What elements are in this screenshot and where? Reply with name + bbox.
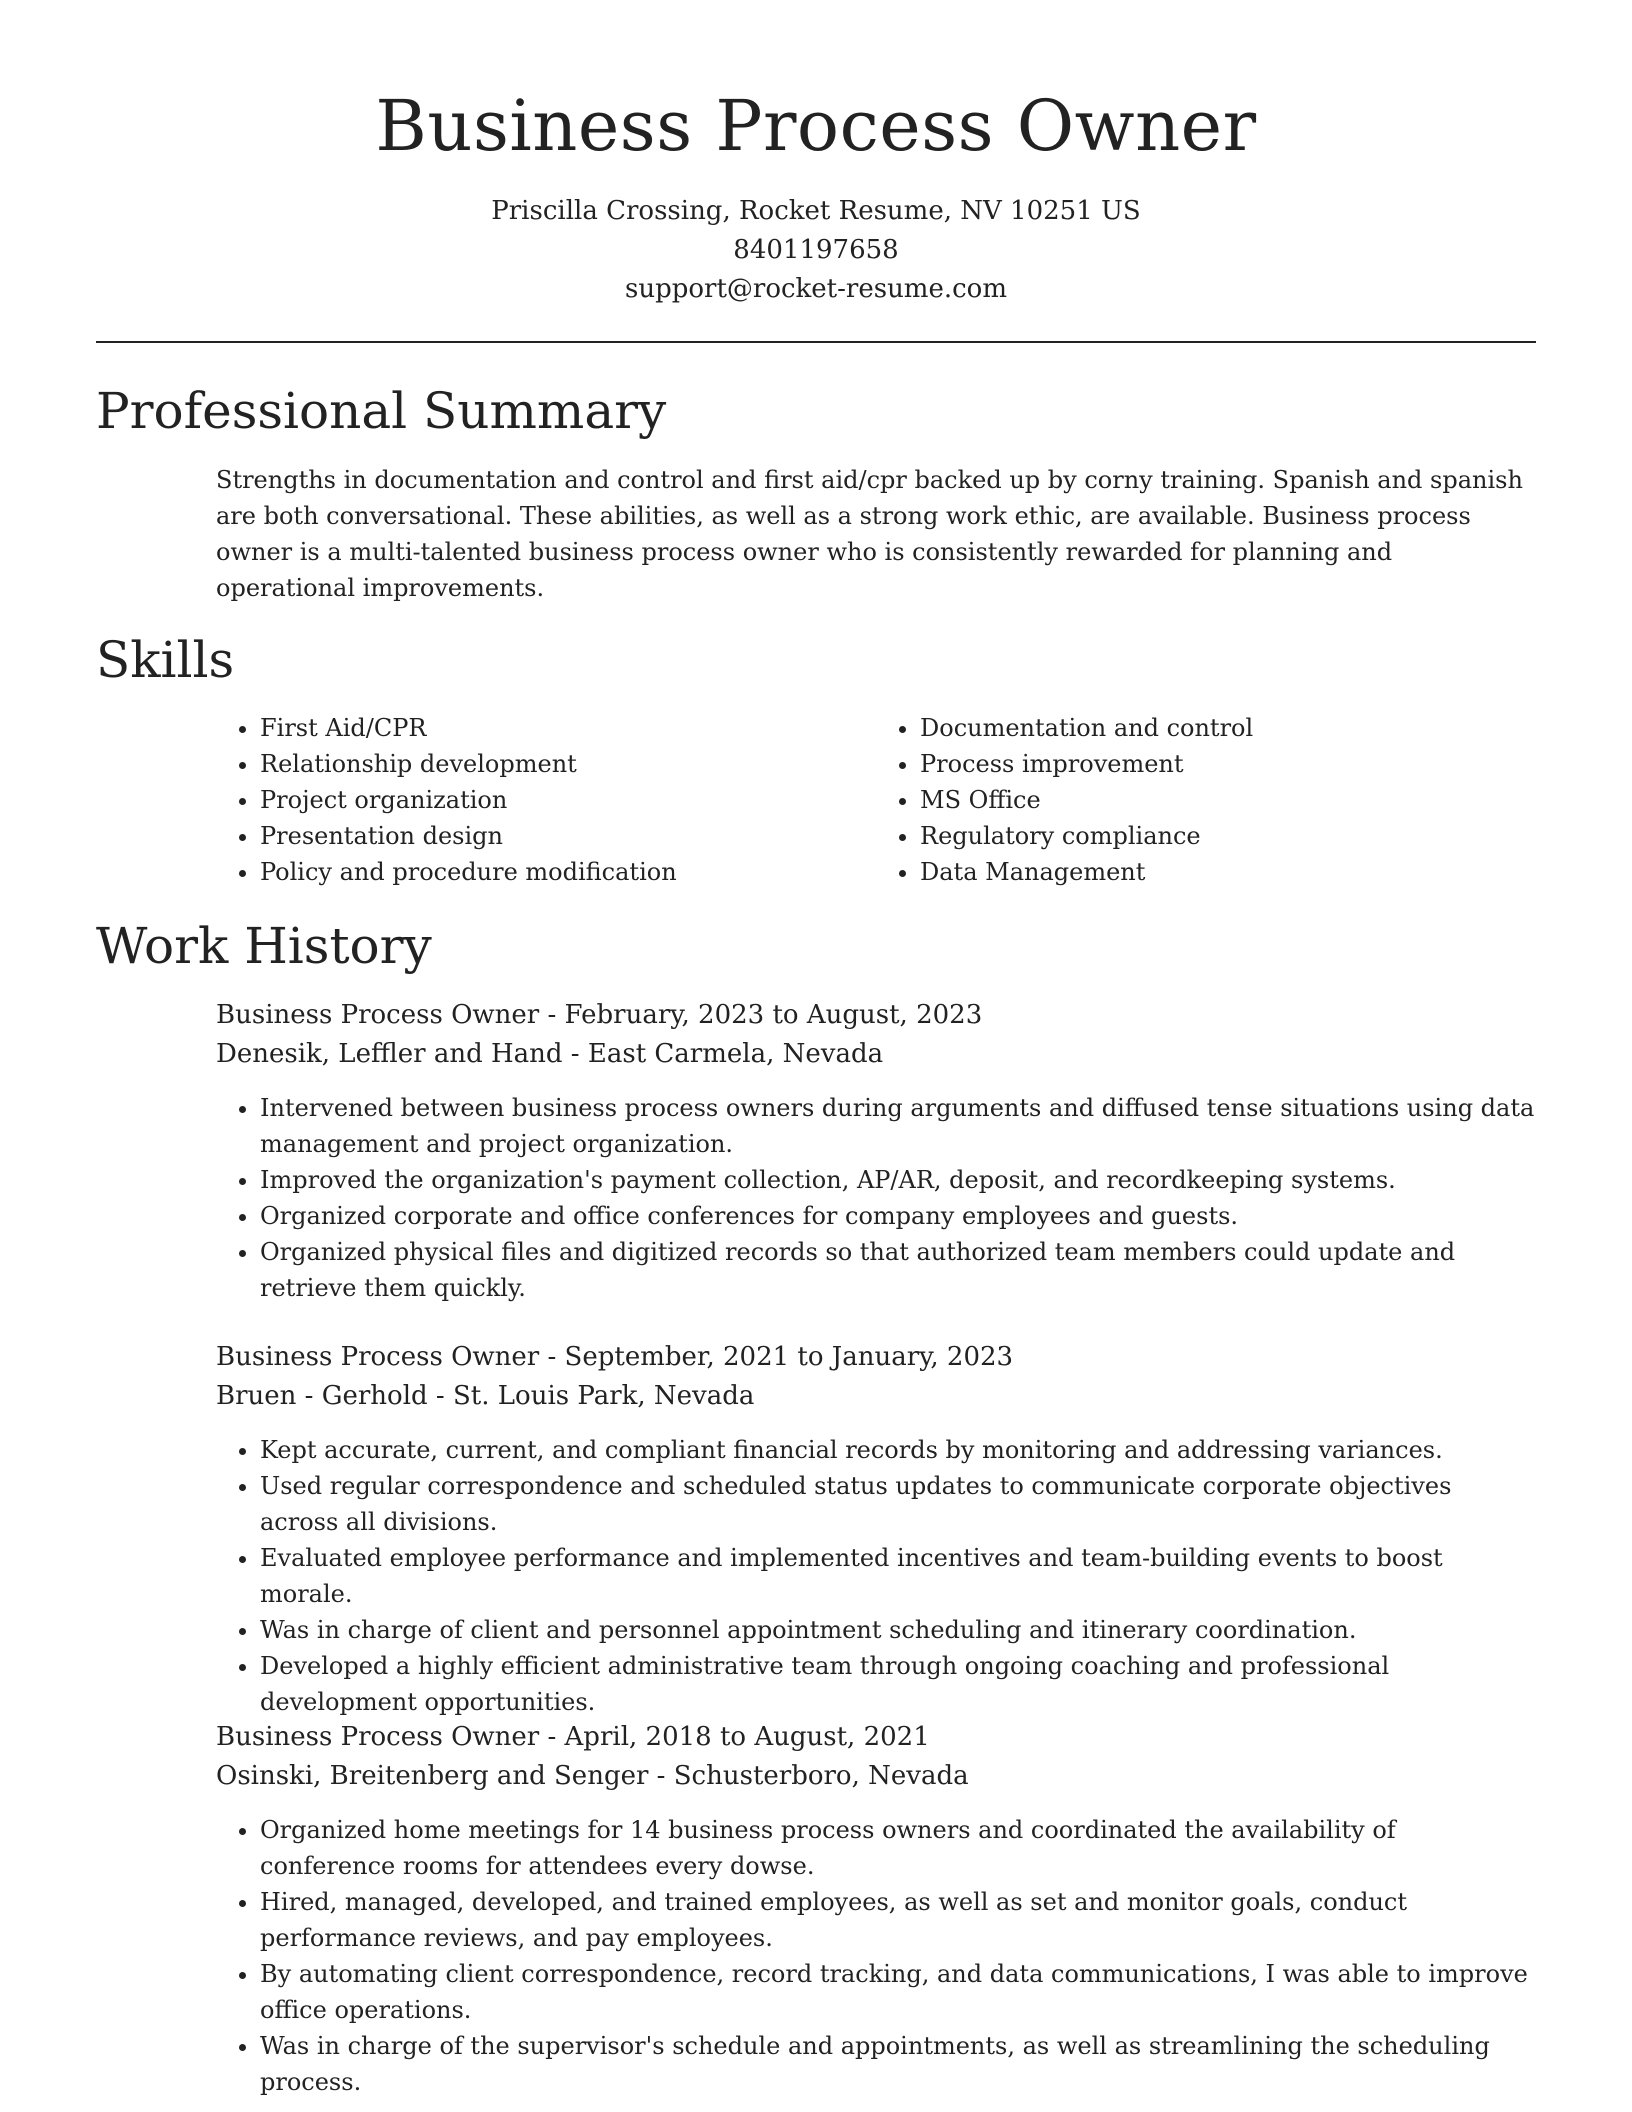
job-bullets xyxy=(216,1812,1536,2100)
job-bullets xyxy=(216,1432,1536,1720)
job-title-line: Business Process Owner - September, 2021 to January, 2023 xyxy=(216,1342,1014,1372)
job-title-line: Business Process Owner - February, 2023 to August, 2023 xyxy=(216,1000,983,1030)
skill-item: • Data Management xyxy=(920,854,1536,890)
job-company: Denesik, Leffler and Hand xyxy=(216,1039,563,1069)
job-company: Osinski, Breitenberg and Senger xyxy=(216,1761,649,1791)
job-bullet: • Organized home meetings for 14 business process owners and coordinated the availability of conference rooms for attendees every dowse. xyxy=(260,1812,1536,1884)
resume-name: Business Process Owner xyxy=(375,85,1257,167)
job-entry xyxy=(216,1338,1536,1720)
job-title-line: Business Process Owner - April, 2018 to August, 2021 xyxy=(216,1722,930,1752)
job-company: Bruen - Gerhold xyxy=(216,1381,428,1411)
skills-heading: Skills xyxy=(96,631,235,689)
job-dates: April, 2018 to August, 2021 xyxy=(564,1722,930,1752)
job-bullet: • Organized physical files and digitized records so that authorized team members could update and retrieve them quickly. xyxy=(260,1234,1536,1306)
job-bullet: • Used regular correspondence and scheduled status updates to communicate corporate objectives across all divisions. xyxy=(260,1468,1536,1540)
skill-item: • Relationship development xyxy=(260,746,876,782)
job-company-line: Bruen - Gerhold - St. Louis Park, Nevada xyxy=(216,1381,755,1411)
job-bullet: • Was in charge of client and personnel appointment scheduling and itinerary coordination. xyxy=(260,1612,1536,1648)
job-bullet: • Was in charge of the supervisor's schedule and appointments, as well as streamlining the scheduling process. xyxy=(260,2028,1536,2100)
skill-item: • Project organization xyxy=(260,782,876,818)
contact-info xyxy=(0,192,1632,309)
job-bullet: • Improved the organization's payment collection, AP/AR, deposit, and recordkeeping systems. xyxy=(260,1162,1536,1198)
skill-item: • Regulatory compliance xyxy=(920,818,1536,854)
skills-column-left xyxy=(216,710,876,890)
contact-email: support@rocket-resume.com xyxy=(624,274,1007,304)
skill-item: • MS Office xyxy=(920,782,1536,818)
skill-item: • Documentation and control xyxy=(920,710,1536,746)
summary-text: Strengths in documentation and control and first aid/cpr backed up by corny training. Spanish and spanish are both conversational. These abilities, as well as a strong work ethic, are available. Business process owner is a multi-talented business process owner who is consistently rewarded for planning and operational improvements. xyxy=(216,466,1523,602)
job-entry xyxy=(216,1718,1536,2100)
skill-item: • Policy and procedure modification xyxy=(260,854,876,890)
job-bullet: • Kept accurate, current, and compliant financial records by monitoring and addressing variances. xyxy=(260,1432,1536,1468)
skill-item: • Process improvement xyxy=(920,746,1536,782)
work-history-heading: Work History xyxy=(96,917,432,975)
job-dates: February, 2023 to August, 2023 xyxy=(564,1000,983,1030)
contact-phone: 8401197658 xyxy=(733,235,899,265)
job-location: East Carmela, Nevada xyxy=(587,1039,884,1069)
skills-column-right xyxy=(876,710,1536,890)
job-title: Business Process Owner xyxy=(216,1000,540,1030)
job-title: Business Process Owner xyxy=(216,1722,540,1752)
job-bullet: • Intervened between business process owners during arguments and diffused tense situations using data management and project organization. xyxy=(260,1090,1536,1162)
job-bullet: • By automating client correspondence, record tracking, and data communications, I was able to improve office operations. xyxy=(260,1956,1536,2028)
job-bullets xyxy=(216,1090,1536,1306)
summary-heading: Professional Summary xyxy=(96,382,667,440)
job-bullet: • Developed a highly efficient administrative team through ongoing coaching and professional development opportunities. xyxy=(260,1648,1536,1720)
job-title: Business Process Owner xyxy=(216,1342,540,1372)
job-company-line: Denesik, Leffler and Hand - East Carmela, Nevada xyxy=(216,1039,884,1069)
skill-item: • First Aid/CPR xyxy=(260,710,876,746)
resume-header xyxy=(0,0,1632,309)
job-location: Schusterboro, Nevada xyxy=(673,1761,969,1791)
skill-item: • Presentation design xyxy=(260,818,876,854)
job-bullet: • Evaluated employee performance and implemented incentives and team-building events to boost morale. xyxy=(260,1540,1536,1612)
job-entry xyxy=(216,996,1536,1306)
job-bullet: • Organized corporate and office conferences for company employees and guests. xyxy=(260,1198,1536,1234)
job-dates: September, 2021 to January, 2023 xyxy=(564,1342,1014,1372)
job-location: St. Louis Park, Nevada xyxy=(453,1381,755,1411)
job-company-line: Osinski, Breitenberg and Senger - Schusterboro, Nevada xyxy=(216,1761,969,1791)
skills-list xyxy=(216,710,1536,890)
job-bullet: • Hired, managed, developed, and trained employees, as well as set and monitor goals, conduct performance reviews, and pay employees. xyxy=(260,1884,1536,1956)
header-divider xyxy=(96,341,1536,343)
contact-address: Priscilla Crossing, Rocket Resume, NV 10251 US xyxy=(491,196,1141,226)
